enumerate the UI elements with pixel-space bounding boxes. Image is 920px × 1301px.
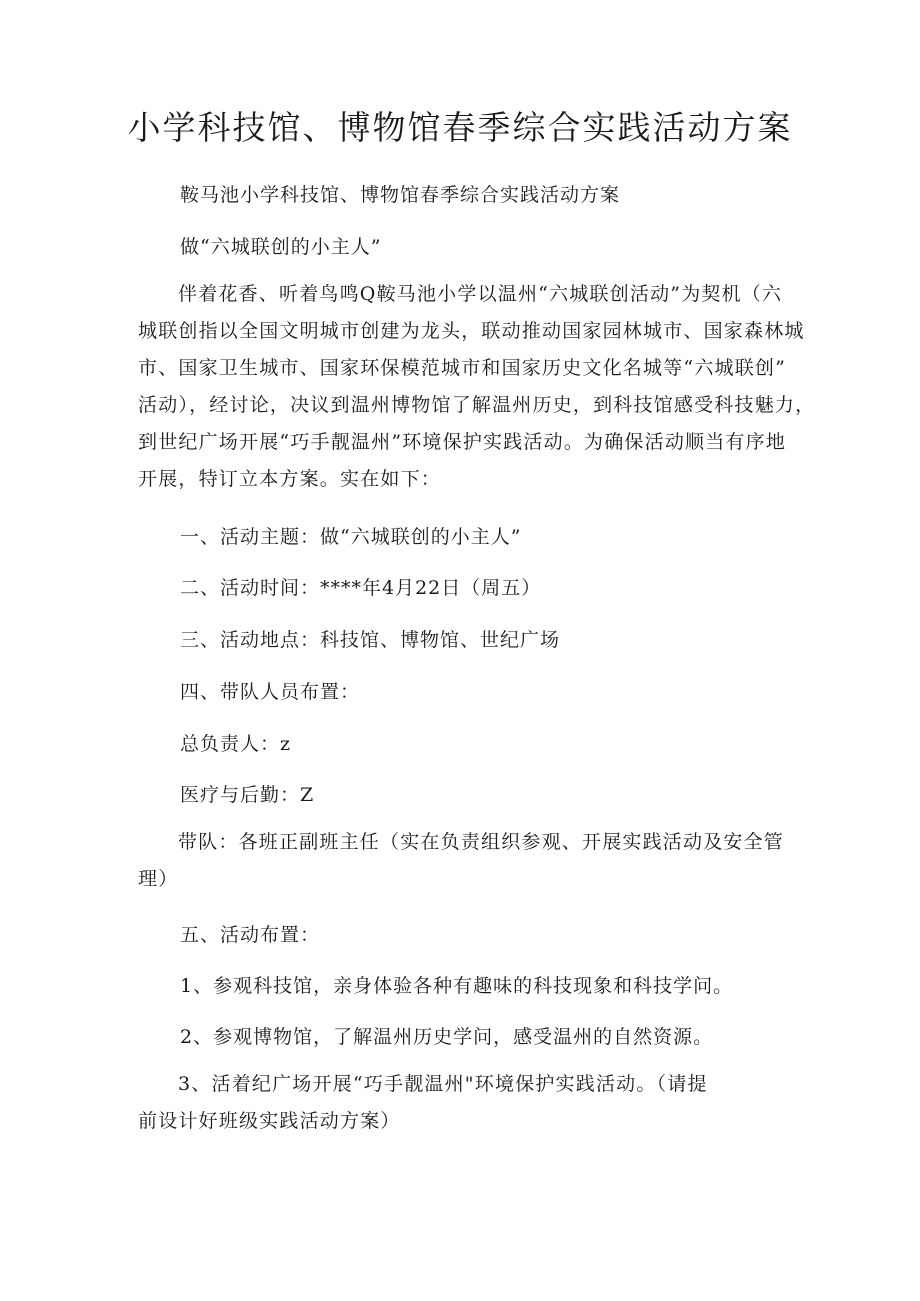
intro-line: 开展，特订立本方案。实在如下：	[138, 468, 442, 490]
staff-team	[138, 824, 800, 898]
staff-medical: 医疗与后勤：Z	[180, 784, 315, 806]
section-arrangement: 五、活动布置：	[180, 924, 321, 946]
section-theme: 一、活动主题：做“六城联创的小主人”	[180, 526, 522, 548]
theme-line: 做“六城联创的小主人”	[180, 236, 382, 258]
section-time: 二、活动时间：****年4月22日（周五）	[180, 577, 542, 599]
team-line: 带队：各班正副班主任（实在负责组织参观、开展实践活动及安全管	[178, 831, 785, 853]
section-location: 三、活动地点：科技馆、博物馆、世纪广场	[180, 629, 561, 651]
intro-line: 到世纪广场开展“巧手靓温州”环境保护实践活动。为确保活动顺当有序地	[138, 431, 787, 453]
arrangement-item-3	[138, 1066, 800, 1140]
intro-line: 伴着花香、听着鸟鸣Q鞍马池小学以温州“六城联创活动”为契机（六	[178, 283, 783, 305]
section-staff: 四、带队人员布置：	[180, 681, 361, 703]
staff-leader: 总负责人：z	[180, 733, 292, 755]
arrangement-item-2: 2、参观博物馆，了解温州历史学问，感受温州的自然资源。	[180, 1026, 714, 1048]
intro-paragraph	[138, 276, 816, 498]
team-line: 理）	[138, 868, 179, 890]
intro-line: 城联创指以全国文明城市创建为龙头，联动推动国家园林城市、国家森林城	[138, 320, 805, 342]
document-title: 小学科技馆、博物馆春季综合实践活动方案	[127, 108, 793, 147]
arrangement-item-1: 1、参观科技馆，亲身体验各种有趣味的科技现象和科技学问。	[180, 975, 734, 997]
item3-line: 3、活着纪广场开展“巧手靓温州"环境保护实践活动。（请提	[178, 1073, 708, 1095]
item3-line: 前设计好班级实践活动方案）	[138, 1110, 401, 1132]
intro-line: 市、国家卫生城市、国家环保模范城市和国家历史文化名城等“六城联创”	[138, 357, 787, 379]
intro-line: 活动），经讨论，决议到温州博物馆了解温州历史，到科技馆感受科技魅力，	[138, 394, 816, 416]
document-subtitle: 鞍马池小学科技馆、博物馆春季综合实践活动方案	[180, 184, 621, 206]
